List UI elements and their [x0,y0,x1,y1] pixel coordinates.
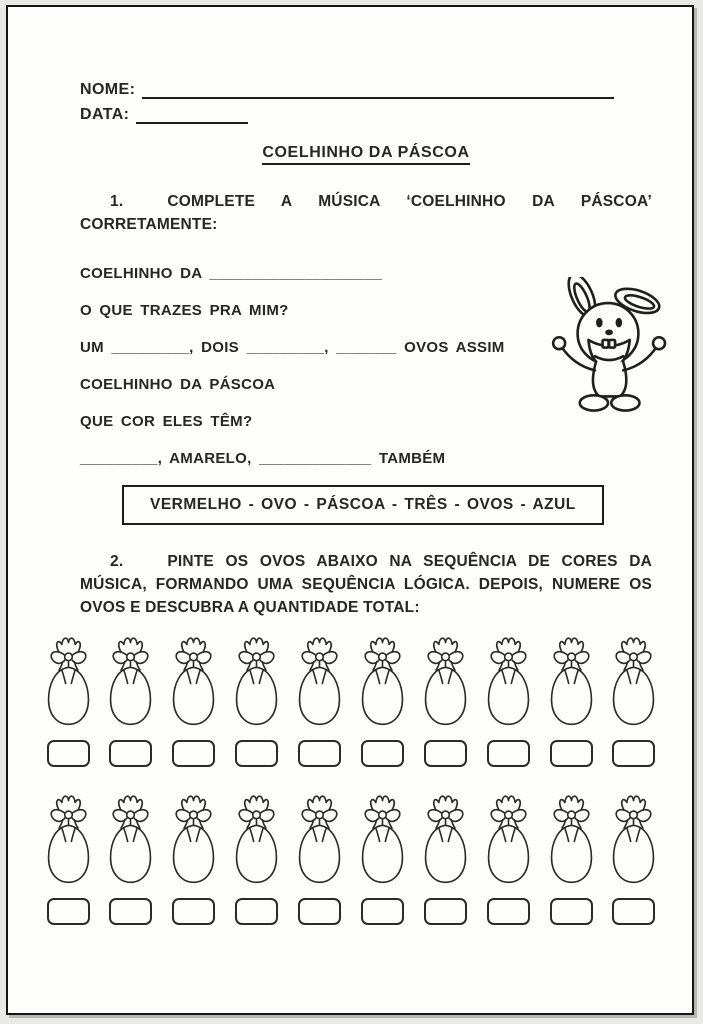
egg-cell [415,635,475,767]
exercise2-instruction [80,550,652,619]
egg-number-box [235,740,278,767]
egg-number-box [487,740,530,767]
song-line: COELHINHO DA PÁSCOA [80,376,276,393]
song-line: _________, AMARELO, _____________ TAMBÉM [80,450,446,467]
name-blank-line [142,84,614,99]
egg-cell [352,793,412,925]
exercise1-number: 1. [110,193,124,210]
wrapped-egg-icon [480,635,537,730]
exercise1-text: COMPLETE A MÚSICA ‘COELHINHO DA PÁSCOA’ CORRETAMENTE: [80,193,652,233]
wrapped-egg-icon [291,635,348,730]
name-label: NOME: [80,81,136,98]
egg-number-box [550,740,593,767]
egg-cell [415,793,475,925]
date-blank-line [136,109,248,124]
egg-number-box [424,740,467,767]
egg-cell [541,635,601,767]
worksheet-title: COELHINHO DA PÁSCOA [262,144,469,165]
date-field-line [80,106,652,124]
exercise1-instruction [80,190,652,236]
wrapped-egg-icon [417,793,474,888]
song-line: QUE COR ELES TÊM? [80,413,253,430]
egg-cell [38,793,98,925]
egg-cell [290,793,350,925]
egg-cell [478,793,538,925]
wrapped-egg-icon [40,635,97,730]
egg-number-box [550,898,593,925]
wrapped-egg-icon [480,793,537,888]
egg-cell [541,793,601,925]
wrapped-egg-icon [228,635,285,730]
egg-number-box [361,898,404,925]
title-wrap [80,144,652,165]
egg-number-box [612,740,655,767]
wrapped-egg-icon [543,793,600,888]
egg-number-box [298,740,341,767]
worksheet-page [6,5,694,1015]
song-line: O QUE TRAZES PRA MIM? [80,302,289,319]
egg-number-box [361,740,404,767]
song-line: COELHINHO DA ____________________ [80,265,383,282]
song-line: UM _________, DOIS _________, _______ OVOS ASSIM [80,339,505,356]
wrapped-egg-icon [417,635,474,730]
egg-number-box [235,898,278,925]
egg-number-box [424,898,467,925]
wrapped-egg-icon [102,793,159,888]
egg-number-box [172,740,215,767]
wrapped-egg-icon [165,793,222,888]
egg-number-box [109,740,152,767]
egg-number-box [47,898,90,925]
egg-grid [8,619,692,925]
egg-cell [290,635,350,767]
egg-number-box [487,898,530,925]
egg-cell [164,793,224,925]
egg-number-box [612,898,655,925]
wrapped-egg-icon [165,635,222,730]
wrapped-egg-icon [102,635,159,730]
egg-cell [164,635,224,767]
wrapped-egg-icon [543,635,600,730]
wrapped-egg-icon [354,793,411,888]
egg-number-box [298,898,341,925]
wrapped-egg-icon [228,793,285,888]
easter-bunny-illustration [532,277,684,429]
egg-cell [352,635,412,767]
egg-cell [604,635,664,767]
wrapped-egg-icon [40,793,97,888]
egg-number-box [47,740,90,767]
egg-cell [227,635,287,767]
egg-number-box [109,898,152,925]
date-label: DATA: [80,106,130,123]
wrapped-egg-icon [354,635,411,730]
egg-row [38,635,664,767]
name-field-line [80,81,652,99]
egg-cell [101,635,161,767]
wrapped-egg-icon [605,635,662,730]
word-bank-wrap [122,485,652,525]
egg-cell [101,793,161,925]
egg-cell [478,635,538,767]
wrapped-egg-icon [605,793,662,888]
egg-number-box [172,898,215,925]
egg-cell [604,793,664,925]
wrapped-egg-icon [291,793,348,888]
exercise2-text: PINTE OS OVOS ABAIXO NA SEQUÊNCIA DE CORES DA MÚSICA, FORMANDO UMA SEQUÊNCIA LÓGICA. DEPOIS, NUMERE OS OVOS E DESCUBRA A QUANTIDADE TOTAL: [80,553,652,616]
exercise2-number: 2. [110,553,124,570]
word-bank-box: VERMELHO - OVO - PÁSCOA - TRÊS - OVOS - AZUL [122,485,604,525]
egg-cell [227,793,287,925]
egg-row [38,793,664,925]
egg-cell [38,635,98,767]
